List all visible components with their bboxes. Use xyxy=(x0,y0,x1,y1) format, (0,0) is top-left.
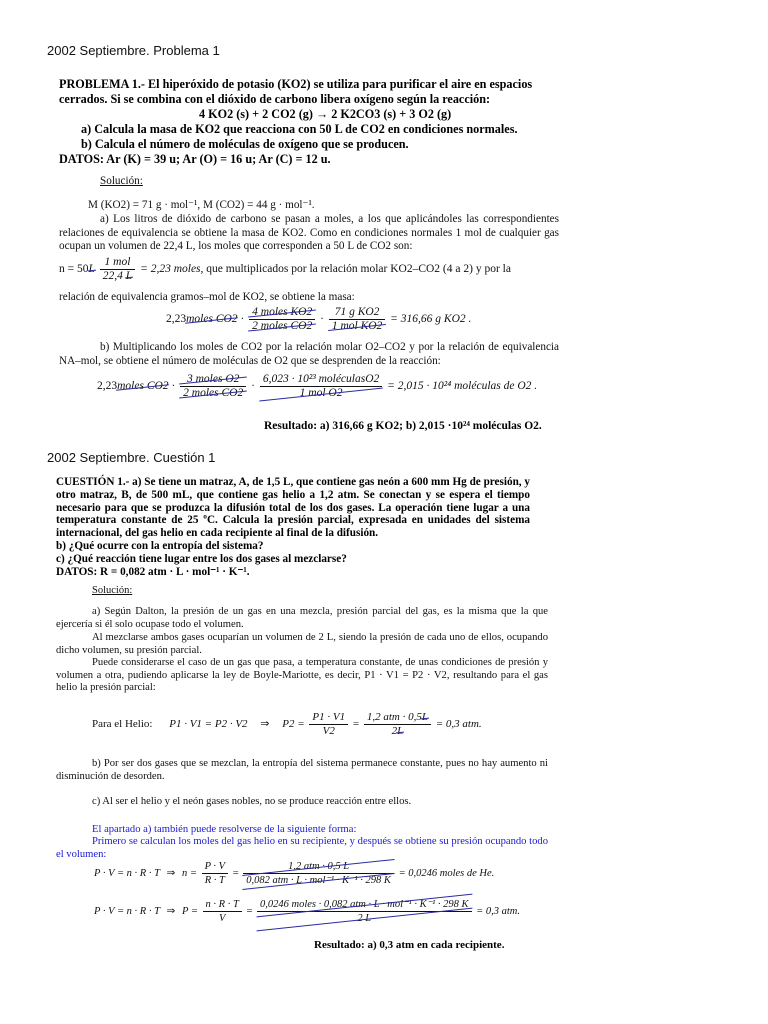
equation-molecules: 2,23moles CO2 · $\frac{\text{3 moles O2}}{\text{2 moles CO2}}$ · $\frac{\text{6,023 · 10²³ moléculasO2}}{\text{1 mol O2}}$ = 2,015 · 10²⁴ moléculas de O2 . xyxy=(97,373,538,399)
solution-2-title: Solución: xyxy=(92,585,133,596)
equation-moles xyxy=(59,256,511,283)
helio-p2: P2 = xyxy=(282,718,305,731)
eqn-frac2 xyxy=(243,860,394,887)
eq-mass-result: = 316,66 g KO2 . xyxy=(390,313,472,326)
helio-label: Para el Helio: xyxy=(92,718,153,731)
question-part-b: b) ¿Qué ocurre con la entropía del sistema? xyxy=(56,539,264,552)
eq-mass-cancel: moles CO2 xyxy=(186,313,238,326)
alt-intro: El apartado a) también puede resolverse de la siguiente forma: xyxy=(92,824,357,835)
helio-arrow: ⇒ xyxy=(260,718,270,731)
helio-f2-den: 2 xyxy=(391,725,398,737)
eqp-f2-num: 0,0246 moles · 0,082 atm · L · mol⁻¹ · K⁻¹ · 298 K xyxy=(257,898,472,912)
eqp-arrow: ⇒ xyxy=(166,905,176,917)
eq-n-den: 22,4 xyxy=(102,270,123,282)
eq-mass-f1-num: 4 moles KO2 xyxy=(249,306,315,320)
eq-n-num: 1 mol xyxy=(100,256,135,270)
eq-molec-f2-num: 6,023 · 10²³ moléculasO2 xyxy=(260,373,382,387)
problem-line-1: PROBLEMA 1.- El hiperóxido de potasio (KO2) se utiliza para purificar el aire en espacios xyxy=(59,77,533,91)
equation-mass: 2,23moles CO2 · $\frac{\text{4 moles KO2}}{\text{2 moles CO2}}$ · $\frac{\text{71 g KO2}}{\text{1 mol KO2}}$ = 316,66 g KO2 . xyxy=(166,306,472,332)
solution-2-para-2: Al mezclarse ambos gases ocuparían un volumen de 2 L, siendo la presión de cada uno de ellos, ocupando dicho volumen, su presión parcial. xyxy=(56,632,548,656)
helio-num-cancel: L xyxy=(421,711,428,723)
eqn-f2-den: 0,082 atm · L · mol⁻¹ · K⁻¹ · 298 K xyxy=(243,874,394,887)
eq-mass-frac1 xyxy=(249,306,315,333)
helio-frac1 xyxy=(309,711,348,738)
eq-n-result: = 2,23 moles, xyxy=(140,263,204,276)
solution-para-b: b) Multiplicando los moles de CO2 por la relación molar O2–CO2 y por la relación de equivalencia NA–mol, se obtiene el número de moléculas de O2 que se desprenden de la reacción: xyxy=(59,341,559,367)
section-heading-problema: 2002 Septiembre. Problema 1 xyxy=(47,43,220,58)
eq-n-fraction xyxy=(100,256,135,283)
eqn-frac1 xyxy=(202,860,229,887)
problem-part-a: a) Calcula la masa de KO2 que reacciona con 50 L de CO2 en condiciones normales. xyxy=(81,122,518,136)
resultado-2: Resultado: a) 0,3 atm en cada recipiente. xyxy=(314,939,505,951)
eq-mass-frac2 xyxy=(329,306,385,333)
eqp-f2-den: 2 L xyxy=(257,912,472,925)
eqn-arrow: ⇒ xyxy=(166,867,176,879)
eqn-f2-num: 1,2 atm · 0,5 L xyxy=(243,860,394,874)
helio-result: = 0,3 atm. xyxy=(435,718,482,731)
solution-2-para-1: a) Según Dalton, la presión de un gas en una mezcla, presión parcial del gas, es la misma que la que ejercería si él solo ocupase todo el volumen. xyxy=(56,606,548,630)
relacion-text: relación de equivalencia gramos–mol de KO2, se obtiene la masa: xyxy=(59,291,355,303)
problem-reaction: 4 KO2 (s) + 2 CO2 (g) → 2 K2CO3 (s) + 3 O2 (g) xyxy=(199,107,452,121)
question-statement xyxy=(56,476,530,578)
helio-den-cancel: L xyxy=(397,725,404,737)
eq-n-lhs: n = 50 xyxy=(59,263,89,276)
equation-p-helio: P · V = n · R · T ⇒ P = $\frac{n \cdot R \cdot T}{V}$ = $\frac{\text{0,0246 moles · 0,082 atm · L · mol⁻¹ · K⁻¹ · 298 K}}{2 L}$ = 0,3 atm. xyxy=(94,899,520,924)
eq-mass-f1-den: 2 moles CO2 xyxy=(249,320,315,333)
helio-eq1: P1 · V1 = P2 · V2 xyxy=(169,718,248,731)
eq-molec-coef: 2,23 xyxy=(97,380,118,393)
eq-mass-f2-den: 1 mol KO2 xyxy=(329,320,385,333)
helio-f1-den: V2 xyxy=(322,725,335,737)
eqp-frac2 xyxy=(257,898,472,925)
eqn-n: n = xyxy=(181,867,197,879)
solution-2-para-b: b) Por ser dos gases que se mezclan, la entropía del sistema permanece constante, pues no hay aumento ni disminución de desorden. xyxy=(56,758,548,782)
eqn-f1-num: P · V xyxy=(202,860,229,874)
eq-n-den-cancel: L xyxy=(125,270,133,282)
alt-description: Primero se calculan los moles del gas helio en su recipiente, y después se obtiene su presión ocupando todo el volumen: xyxy=(56,836,548,860)
resultado-1: Resultado: a) 316,66 g KO2; b) 2,015 ·10²⁴ moléculas O2. xyxy=(264,420,542,432)
eq-molec-frac2 xyxy=(260,373,382,400)
helio-f1-num: P1 · V1 xyxy=(309,711,348,725)
equation-n-helio: P · V = n · R · T ⇒ n = $\frac{P \cdot V}{R \cdot T}$ = $\frac{\text{1,2 atm · 0,5 L}}{\text{0,082 atm · L · mol⁻¹ · K⁻¹ · 298 K}}$ = 0,0246 moles de He. xyxy=(94,861,495,886)
solution-2-para-3: Puede considerarse el caso de un gas que pasa, a temperatura constante, de unas condiciones de presión y volumen a otra, pudiendo aplicarse la ley de Boyle-Mariotte, es decir, P1 · V1 = P2 · V2, resultando para el gas helio la presión parcial: xyxy=(56,657,548,694)
problem-statement xyxy=(59,77,561,167)
solution-para-a: a) Los litros de dióxido de carbono se pasan a moles, a los que aplicándoles las correspondientes relaciones de equivalencia se obtiene la masa de KO2. Como en condiciones normales 1 mol de cualquier gas ocupan un volumen de 22,4 L, los moles que corresponden a 50 L de CO2 son: xyxy=(59,213,559,252)
eqp-result: = 0,3 atm. xyxy=(476,905,520,917)
solution-2-para-c: c) Al ser el helio y el neón gases nobles, no se produce reacción entre ellos. xyxy=(92,796,412,807)
question-text: CUESTIÓN 1.- a) Se tiene un matraz, A, de 1,5 L, que contiene gas neón a 600 mm Hg de presión, y otro matraz, B, de 500 mL, que contiene gas helio a 1,2 atm. Se conectan y se espera el tiempo necesario para que se produzca la difusión total de los dos gases. La operación tiene lugar a una temperatura constante de 25 ºC. Calcula la presión parcial, expresada en unidades del sistema internacional, del gas helio en cada recipiente al final de la difusión. xyxy=(56,476,530,540)
helio-f2-num: 1,2 atm · 0,5 xyxy=(366,711,422,723)
eqp-f1-num: n · R · T xyxy=(203,898,242,912)
eq-n-unit-cancel: L xyxy=(88,263,95,276)
eq-molec-cancel: moles CO2 xyxy=(117,380,169,393)
eq-molec-f1-den: 2 moles CO2 xyxy=(180,387,246,400)
eq-molec-f1-num: 3 moles O2 xyxy=(180,373,246,387)
eqp-p: P = xyxy=(181,905,198,917)
eq-molec-f2-den: 1 mol O2 xyxy=(260,387,382,400)
question-datos: DATOS: R = 0,082 atm · L · mol⁻¹ · K⁻¹. xyxy=(56,565,250,578)
helio-frac2 xyxy=(364,711,431,738)
problem-line-2: cerrados. Si se combina con el dióxido de carbono libera oxígeno según la reacción: xyxy=(59,92,491,106)
eqp-f1-den: V xyxy=(218,913,226,924)
section-heading-cuestion: 2002 Septiembre. Cuestión 1 xyxy=(47,450,216,465)
problem-datos: DATOS: Ar (K) = 39 u; Ar (O) = 16 u; Ar (C) = 12 u. xyxy=(59,152,331,166)
solution-title: Solución: xyxy=(100,175,143,187)
eqp-lhs: P · V = n · R · T xyxy=(94,905,160,917)
eq-mass-coef: 2,23 xyxy=(166,313,187,326)
eq-molec-result: = 2,015 · 10²⁴ moléculas de O2 . xyxy=(387,380,538,393)
eqn-f1-den: R · T xyxy=(204,875,225,886)
equation-helio: Para el Helio: P1 · V1 = P2 · V2 ⇒ P2 = $\frac{P1 \cdot V1}{V2}$ = $\frac{\text{1,2 atm · 0,5L}}{2L}$ = 0,3 atm. xyxy=(92,711,482,737)
eq-mass-f2-num: 71 g KO2 xyxy=(329,306,385,320)
eq-n-tail: que multiplicados por la relación molar KO2–CO2 (4 a 2) y por la xyxy=(206,263,511,276)
eqp-frac1 xyxy=(203,898,242,925)
question-part-c: c) ¿Qué reacción tiene lugar entre los dos gases al mezclarse? xyxy=(56,552,347,565)
eqn-result: = 0,0246 moles de He. xyxy=(398,867,495,879)
eqn-lhs: P · V = n · R · T xyxy=(94,867,160,879)
molar-masses: M (KO2) = 71 g · mol⁻¹, M (CO2) = 44 g · mol⁻¹. xyxy=(88,199,315,211)
problem-part-b: b) Calcula el número de moléculas de oxígeno que se producen. xyxy=(81,137,409,151)
eq-molec-frac1 xyxy=(180,373,246,400)
